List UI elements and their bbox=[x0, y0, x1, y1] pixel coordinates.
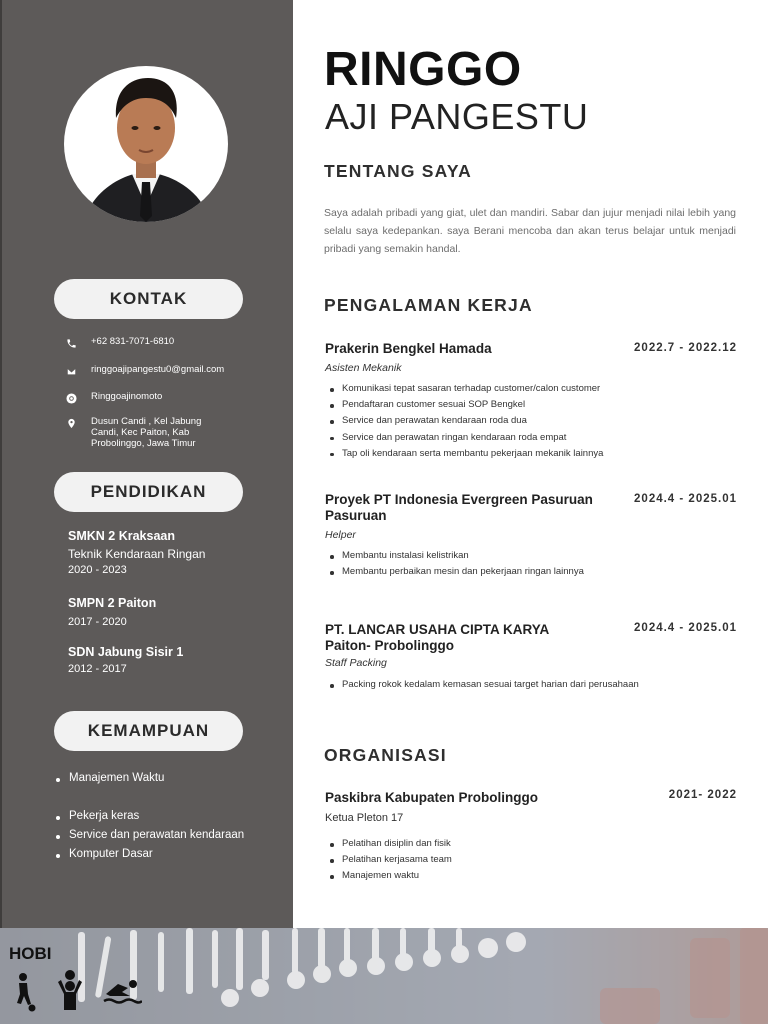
job-bullets bbox=[328, 550, 584, 582]
education-item bbox=[68, 529, 205, 576]
contact-phone bbox=[64, 336, 174, 350]
bullet-item: Service dan perawatan kendaraan roda dua bbox=[328, 415, 603, 431]
contact-instagram bbox=[64, 391, 162, 405]
education-item bbox=[68, 596, 156, 628]
education-heading: PENDIDIKAN bbox=[54, 472, 243, 512]
mail-icon bbox=[64, 364, 78, 378]
bullet-item: Tap oli kendaraan serta membantu pekerjaan mekanik lainnya bbox=[328, 448, 603, 464]
sidebar bbox=[0, 0, 293, 928]
organization-heading: ORGANISASI bbox=[324, 745, 447, 765]
education-item bbox=[68, 645, 183, 675]
skill-item: Pekerja keras bbox=[54, 810, 244, 829]
bullet-item: Packing rokok kedalam kemasan sesuai target harian dari perusahaan bbox=[328, 679, 639, 695]
volleyball-icon bbox=[52, 970, 88, 1012]
bullet-item: Membantu perbaikan mesin dan pekerjaan ringan lainnya bbox=[328, 566, 584, 582]
address-line-2: Candi, Kec Paiton, Kab bbox=[91, 427, 190, 438]
job-role: Asisten Mekanik bbox=[325, 362, 402, 374]
education-years: 2012 - 2017 bbox=[68, 663, 127, 675]
education-major: Teknik Kendaraan Ringan bbox=[68, 547, 206, 561]
instagram-text: Ringgoajinomoto bbox=[91, 391, 163, 402]
phone-icon bbox=[64, 336, 78, 350]
bullet-item: Pelatihan kerjasama team bbox=[328, 854, 452, 870]
skill-item: Manajemen Waktu bbox=[54, 772, 244, 791]
job-role: Helper bbox=[325, 529, 356, 541]
address-text bbox=[91, 416, 201, 449]
job-bullets bbox=[328, 679, 639, 695]
education-years: 2017 - 2020 bbox=[68, 616, 127, 628]
bullet-item: Pelatihan disiplin dan fisik bbox=[328, 838, 452, 854]
education-school: SMKN 2 Kraksaan bbox=[68, 529, 175, 543]
phone-text: +62 831-7071-6810 bbox=[91, 336, 175, 347]
job-date: 2022.7 - 2022.12 bbox=[634, 342, 737, 354]
job-title-line-1: Proyek PT Indonesia Evergreen Pasuruan bbox=[325, 492, 593, 507]
contact-heading: KONTAK bbox=[54, 279, 243, 319]
education-school: SMPN 2 Paiton bbox=[68, 596, 157, 610]
contact-email bbox=[64, 364, 224, 378]
location-pin-icon bbox=[64, 416, 78, 430]
job-title bbox=[325, 492, 593, 524]
organization-role: Ketua Pleton 17 bbox=[325, 812, 404, 824]
job-title-line-2: Pasuruan bbox=[325, 508, 387, 523]
about-heading: TENTANG SAYA bbox=[324, 161, 472, 181]
organization-bullets bbox=[328, 838, 452, 887]
about-text: Saya adalah pribadi yang giat, ulet dan mandiri. Sabar dan jujur menjadi nilai lebih yang selalu saya kedepankan. saya Berani mencoba dan akan terus belajar untuk menjadi pribadi yang semakin handal. bbox=[324, 207, 736, 255]
first-name: RINGGO bbox=[324, 43, 522, 96]
organization-name: Paskibra Kabupaten Probolinggo bbox=[325, 790, 539, 805]
email-text: ringgoajipangestu0@gmail.com bbox=[91, 364, 225, 375]
job-date: 2024.4 - 2025.01 bbox=[634, 622, 737, 634]
contact-address bbox=[64, 416, 201, 449]
job-title: Prakerin Bengkel Hamada bbox=[325, 341, 492, 356]
skill-item: Komputer Dasar bbox=[54, 848, 244, 867]
swimming-icon bbox=[102, 976, 142, 1006]
job-bullets bbox=[328, 383, 603, 464]
job-role: Staff Packing bbox=[325, 657, 387, 669]
job-date: 2024.4 - 2025.01 bbox=[634, 493, 737, 505]
job-title-line-2: Paiton- Probolinggo bbox=[325, 638, 454, 653]
job-title bbox=[325, 622, 549, 654]
bullet-item: Membantu instalasi kelistrikan bbox=[328, 550, 584, 566]
address-line-1: Dusun Candi , Kel Jabung bbox=[91, 416, 202, 427]
bullet-item: Manajemen waktu bbox=[328, 870, 452, 886]
bullet-item: Pendaftaran customer sesuai SOP Bengkel bbox=[328, 399, 603, 415]
instagram-icon bbox=[64, 391, 78, 405]
skill-item: Service dan perawatan kendaraan bbox=[54, 829, 244, 848]
bullet-item: Service dan perawatan ringan kendaraan roda empat bbox=[328, 432, 603, 448]
organization-date: 2021- 2022 bbox=[668, 789, 737, 801]
profile-photo bbox=[64, 66, 228, 222]
hobby-heading: HOBI bbox=[9, 944, 52, 963]
address-line-3: Probolinggo, Jawa Timur bbox=[91, 438, 196, 449]
skills-list bbox=[54, 772, 244, 867]
football-icon bbox=[10, 972, 36, 1012]
job-title-line-1: PT. LANCAR USAHA CIPTA KARYA bbox=[325, 622, 550, 637]
last-name: AJI PANGESTU bbox=[325, 96, 589, 137]
education-school: SDN Jabung Sisir 1 bbox=[68, 645, 184, 659]
experience-heading: PENGALAMAN KERJA bbox=[324, 295, 533, 315]
bullet-item: Komunikasi tepat sasaran terhadap customer/calon customer bbox=[328, 383, 603, 399]
skills-heading: KEMAMPUAN bbox=[54, 711, 243, 751]
education-years: 2020 - 2023 bbox=[68, 564, 127, 576]
